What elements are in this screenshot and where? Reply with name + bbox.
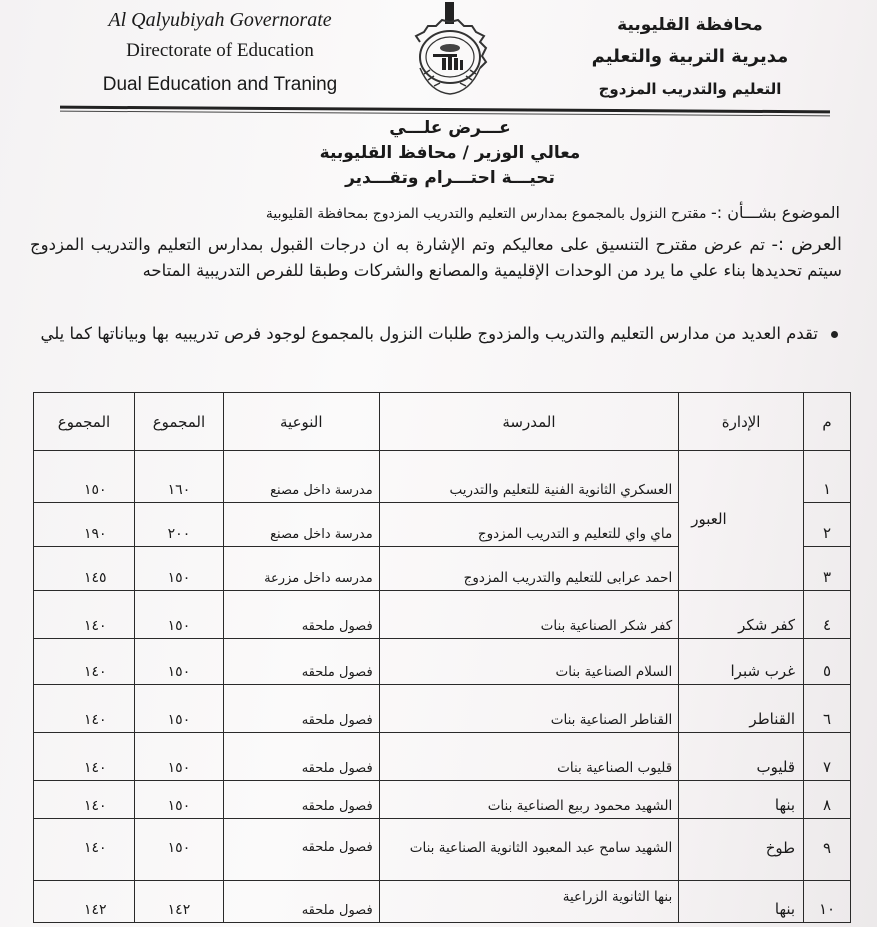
governorate-emblem-icon <box>400 2 500 102</box>
cell-total-1: ١٥٠ <box>134 733 223 781</box>
schools-table <box>33 392 851 923</box>
addressee-block <box>250 116 650 191</box>
cell-total-2: ١٤٠ <box>34 819 135 881</box>
cell-total-1: ١٥٠ <box>134 819 223 881</box>
cell-admin: غرب شبرا <box>679 639 804 685</box>
cell-total-2: ١٩٠ <box>34 503 135 547</box>
subject-line <box>40 200 840 227</box>
cell-school: احمد عرابى للتعليم والتدريب المزدوج <box>379 547 679 591</box>
table-row <box>34 733 851 781</box>
cell-total-1: ١٥٠ <box>134 781 223 819</box>
cell-num: ٢ <box>804 503 851 547</box>
addressee: معالي الوزير / محافظ القليوبية <box>319 143 581 163</box>
cell-admin: كفر شكر <box>679 591 804 639</box>
cell-total-1: ١٤٢ <box>134 881 223 923</box>
arabic-governorate: محافظة القليوبية <box>617 15 763 35</box>
cell-school: العسكري الثانوية الفنية للتعليم والتدريب <box>379 451 679 503</box>
cell-type: فصول ملحقه <box>223 733 379 781</box>
presentation-heading: عـــرض علـــي <box>389 118 511 138</box>
header-total-2: المجموع <box>34 393 135 451</box>
cell-type: فصول ملحقه <box>223 685 379 733</box>
subject-text: مقترح النزول بالمجموع بمدارس التعليم والتدريب المزدوج بمحافظة القليوبية <box>265 206 707 222</box>
english-department: Dual Education and Traning <box>102 74 338 95</box>
cell-total-2: ١٤٠ <box>34 781 135 819</box>
cell-admin: القناطر <box>679 685 804 733</box>
cell-school: ماي واي للتعليم و التدريب المزدوج <box>379 503 679 547</box>
cell-type: مدرسه داخل مزرعة <box>223 547 379 591</box>
cell-school: قليوب الصناعية بنات <box>379 733 679 781</box>
cell-admin: العبور <box>679 451 804 591</box>
cell-type: فصول ملحقه <box>223 639 379 685</box>
cell-total-1: ٢٠٠ <box>134 503 223 547</box>
cell-num: ٤ <box>804 591 851 639</box>
cell-school: القناطر الصناعية بنات <box>379 685 679 733</box>
table-row <box>34 451 851 503</box>
cell-type: مدرسة داخل مصنع <box>223 451 379 503</box>
bullet-text: تقدم العديد من مدارس التعليم والتدريب والمزدوج طلبات النزول بالمجموع لوجود فرص تدريبيه بها وبياناتها كما يلي <box>40 324 818 343</box>
bullet-item <box>30 320 842 348</box>
cell-school: الشهيد سامح عبد المعبود الثانوية الصناعية بنات <box>379 819 679 881</box>
cell-num: ٥ <box>804 639 851 685</box>
cell-num: ١ <box>804 451 851 503</box>
header-admin: الإدارة <box>679 393 804 451</box>
cell-total-1: ١٥٠ <box>134 591 223 639</box>
english-directorate: Directorate of Education <box>126 40 314 61</box>
presentation-text: تم عرض مقترح التنسيق على معاليكم وتم الإشارة به ان درجات القبول بمدارس التعليم والتدريب المزدوج سيتم تحديدها بناء علي ما يرد من الوحدات الإقليمية والمصانع والشركات وطبقا للفرص التدريبية المتاحه <box>30 235 842 280</box>
cell-num: ٧ <box>804 733 851 781</box>
cell-type: فصول ملحقه <box>223 881 379 923</box>
cell-type: فصول ملحقه <box>223 781 379 819</box>
cell-school: السلام الصناعية بنات <box>379 639 679 685</box>
cell-total-2: ١٤٠ <box>34 639 135 685</box>
cell-admin: بنها <box>679 781 804 819</box>
cell-admin: بنها <box>679 881 804 923</box>
table-row <box>34 781 851 819</box>
subject-label: الموضوع بشـــأن :- <box>711 203 840 222</box>
presentation-label: العرض :- <box>771 234 842 255</box>
english-governorate: Al Qalyubiyah Governorate <box>108 9 332 31</box>
header-school: المدرسة <box>379 393 679 451</box>
table-row <box>34 819 851 881</box>
cell-total-1: ١٥٠ <box>134 547 223 591</box>
table-row <box>34 639 851 685</box>
bullet-dot-icon <box>831 331 838 338</box>
table-row <box>34 685 851 733</box>
cell-type: فصول ملحقه <box>223 819 379 881</box>
cell-total-2: ١٥٠ <box>34 451 135 503</box>
cell-total-1: ١٥٠ <box>134 685 223 733</box>
arabic-department: التعليم والتدريب المزدوج <box>598 80 782 98</box>
cell-num: ٦ <box>804 685 851 733</box>
cell-num: ٨ <box>804 781 851 819</box>
cell-total-2: ١٤٠ <box>34 591 135 639</box>
header-num: م <box>804 393 851 451</box>
cell-total-1: ١٥٠ <box>134 639 223 685</box>
cell-admin: قليوب <box>679 733 804 781</box>
cell-admin: طوخ <box>679 819 804 881</box>
cell-total-1: ١٦٠ <box>134 451 223 503</box>
table-header-row <box>34 393 851 451</box>
cell-school: الشهيد محمود ربيع الصناعية بنات <box>379 781 679 819</box>
cell-school: كفر شكر الصناعية بنات <box>379 591 679 639</box>
cell-total-2: ١٤٢ <box>34 881 135 923</box>
header-total-1: المجموع <box>134 393 223 451</box>
cell-type: فصول ملحقه <box>223 591 379 639</box>
arabic-letterhead <box>545 10 835 104</box>
table-row <box>34 881 851 923</box>
greeting: تحيـــة احتـــرام وتقـــدير <box>345 168 555 188</box>
cell-num: ٩ <box>804 819 851 881</box>
arabic-directorate: مديرية التربية والتعليم <box>591 46 789 67</box>
cell-num: ١٠ <box>804 881 851 923</box>
cell-total-2: ١٤٠ <box>34 733 135 781</box>
cell-total-2: ١٤٠ <box>34 685 135 733</box>
header-type: النوعية <box>223 393 379 451</box>
presentation-paragraph <box>30 232 842 284</box>
english-letterhead <box>60 4 380 102</box>
cell-school: بنها الثانوية الزراعية <box>379 881 679 923</box>
table-row <box>34 591 851 639</box>
cell-type: مدرسة داخل مصنع <box>223 503 379 547</box>
cell-num: ٣ <box>804 547 851 591</box>
cell-total-2: ١٤٥ <box>34 547 135 591</box>
